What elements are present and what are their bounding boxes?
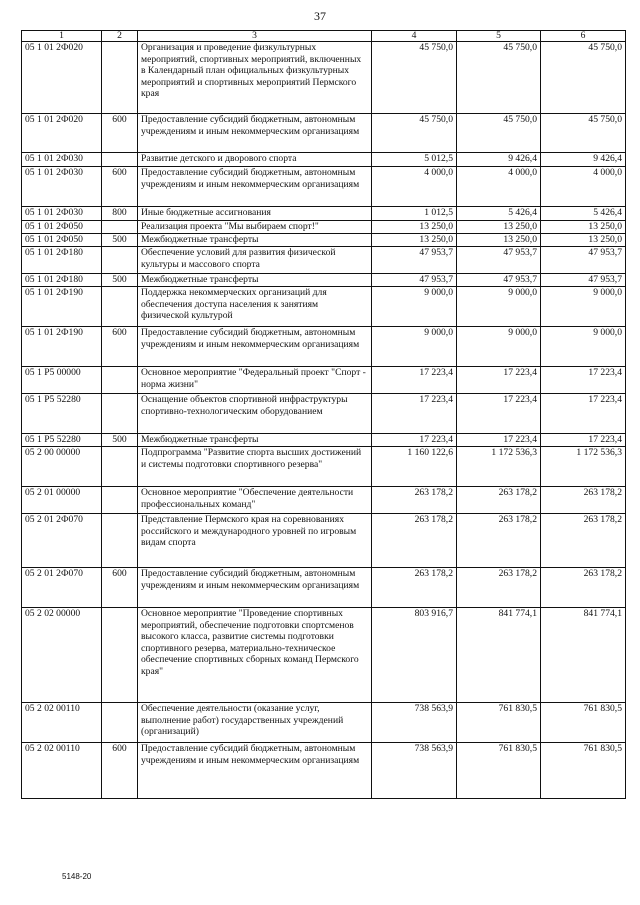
row-value-col4: 263 178,2 xyxy=(372,514,457,568)
row-value-col5: 263 178,2 xyxy=(457,568,541,608)
row-value-col6: 1 172 536,3 xyxy=(541,447,626,487)
row-value-col4: 47 953,7 xyxy=(372,247,457,274)
row-name: Предоставление субсидий бюджетным, автономным учреждениям и иным некоммерческим организациям xyxy=(138,114,372,153)
row-value-col6: 263 178,2 xyxy=(541,568,626,608)
row-value-col5: 17 223,4 xyxy=(457,394,541,434)
row-code: 05 2 01 00000 xyxy=(22,487,102,514)
row-value-col6: 45 750,0 xyxy=(541,114,626,153)
row-name: Поддержка некоммерческих организаций для обеспечения доступа населения к занятиям физической культурой xyxy=(138,287,372,327)
row-value-col4: 1 160 122,6 xyxy=(372,447,457,487)
row-value-col5: 47 953,7 xyxy=(457,274,541,287)
table-row xyxy=(22,234,626,247)
row-value-col4: 17 223,4 xyxy=(372,367,457,394)
row-name: Подпрограмма "Развитие спорта высших достижений и системы подготовки спортивного резерва" xyxy=(138,447,372,487)
row-value-col4: 9 000,0 xyxy=(372,327,457,367)
row-type-code xyxy=(102,221,138,234)
row-type-code: 500 xyxy=(102,274,138,287)
row-value-col5: 761 830,5 xyxy=(457,703,541,743)
row-code: 05 2 01 2Ф070 xyxy=(22,514,102,568)
table-row xyxy=(22,743,626,799)
row-name: Представление Пермского края на соревнованиях российского и международного уровней по игровым видам спорта xyxy=(138,514,372,568)
row-type-code xyxy=(102,153,138,167)
table-body xyxy=(22,42,626,799)
table-row xyxy=(22,114,626,153)
page-number: 37 xyxy=(314,9,326,23)
row-type-code: 500 xyxy=(102,434,138,447)
row-type-code xyxy=(102,247,138,274)
row-value-col6: 841 774,1 xyxy=(541,608,626,703)
row-value-col4: 738 563,9 xyxy=(372,703,457,743)
row-value-col6: 9 000,0 xyxy=(541,287,626,327)
row-code: 05 1 P5 00000 xyxy=(22,367,102,394)
row-code: 05 1 01 2Ф050 xyxy=(22,221,102,234)
row-value-col5: 13 250,0 xyxy=(457,234,541,247)
row-code: 05 2 02 00000 xyxy=(22,608,102,703)
row-value-col4: 803 916,7 xyxy=(372,608,457,703)
row-code: 05 1 01 2Ф030 xyxy=(22,153,102,167)
table-row xyxy=(22,434,626,447)
row-value-col5: 47 953,7 xyxy=(457,247,541,274)
row-type-code: 600 xyxy=(102,327,138,367)
row-value-col4: 17 223,4 xyxy=(372,394,457,434)
row-value-col6: 5 426,4 xyxy=(541,207,626,221)
row-code: 05 1 P5 52280 xyxy=(22,434,102,447)
table-row xyxy=(22,608,626,703)
row-name: Предоставление субсидий бюджетным, автономным учреждениям и иным некоммерческим организациям xyxy=(138,327,372,367)
row-value-col5: 1 172 536,3 xyxy=(457,447,541,487)
row-value-col6: 263 178,2 xyxy=(541,514,626,568)
row-type-code xyxy=(102,608,138,703)
row-value-col6: 17 223,4 xyxy=(541,367,626,394)
row-name: Обеспечение деятельности (оказание услуг, выполнение работ) государственных учреждений (организаций) xyxy=(138,703,372,743)
row-value-col4: 738 563,9 xyxy=(372,743,457,799)
table-row xyxy=(22,568,626,608)
row-value-col4: 263 178,2 xyxy=(372,487,457,514)
row-code: 05 2 02 00110 xyxy=(22,703,102,743)
table-row xyxy=(22,42,626,114)
column-header: 6 xyxy=(541,31,626,42)
table-row xyxy=(22,153,626,167)
row-value-col5: 4 000,0 xyxy=(457,167,541,207)
table-row xyxy=(22,287,626,327)
row-type-code xyxy=(102,703,138,743)
row-value-col4: 263 178,2 xyxy=(372,568,457,608)
row-value-col6: 13 250,0 xyxy=(541,234,626,247)
row-type-code xyxy=(102,514,138,568)
table-row xyxy=(22,447,626,487)
row-value-col4: 5 012,5 xyxy=(372,153,457,167)
row-value-col6: 9 000,0 xyxy=(541,327,626,367)
row-value-col5: 45 750,0 xyxy=(457,42,541,114)
row-code: 05 1 01 2Ф190 xyxy=(22,287,102,327)
row-code: 05 1 01 2Ф190 xyxy=(22,327,102,367)
row-type-code xyxy=(102,287,138,327)
row-value-col5: 9 000,0 xyxy=(457,287,541,327)
row-name: Предоставление субсидий бюджетным, автономным учреждениям и иным некоммерческим организациям xyxy=(138,568,372,608)
column-header: 1 xyxy=(22,31,102,42)
table-row xyxy=(22,221,626,234)
row-value-col4: 45 750,0 xyxy=(372,42,457,114)
table-row xyxy=(22,514,626,568)
table-row xyxy=(22,247,626,274)
row-value-col6: 17 223,4 xyxy=(541,434,626,447)
row-code: 05 1 01 2Ф030 xyxy=(22,167,102,207)
row-code: 05 1 01 2Ф020 xyxy=(22,42,102,114)
row-code: 05 1 01 2Ф030 xyxy=(22,207,102,221)
table-row xyxy=(22,367,626,394)
row-value-col5: 841 774,1 xyxy=(457,608,541,703)
row-name: Основное мероприятие "Проведение спортивных мероприятий, обеспечение подготовки спортсменов высокого класса, развитие системы подготовки спортивного резерва, материально-техническое обеспечение спортивных сборных команд Пермского края" xyxy=(138,608,372,703)
row-code: 05 2 02 00110 xyxy=(22,743,102,799)
table-row xyxy=(22,487,626,514)
row-value-col6: 9 426,4 xyxy=(541,153,626,167)
row-code: 05 2 01 2Ф070 xyxy=(22,568,102,608)
row-code: 05 1 01 2Ф180 xyxy=(22,274,102,287)
table-row xyxy=(22,274,626,287)
row-value-col5: 9 000,0 xyxy=(457,327,541,367)
row-name: Обеспечение условий для развития физической культуры и массового спорта xyxy=(138,247,372,274)
row-name: Предоставление субсидий бюджетным, автономным учреждениям и иным некоммерческим организациям xyxy=(138,743,372,799)
column-header: 4 xyxy=(372,31,457,42)
column-header: 3 xyxy=(138,31,372,42)
table-row xyxy=(22,327,626,367)
row-value-col5: 9 426,4 xyxy=(457,153,541,167)
row-value-col5: 263 178,2 xyxy=(457,514,541,568)
row-value-col4: 47 953,7 xyxy=(372,274,457,287)
row-value-col6: 761 830,5 xyxy=(541,703,626,743)
column-header: 5 xyxy=(457,31,541,42)
row-name: Основное мероприятие "Федеральный проект "Спорт - норма жизни" xyxy=(138,367,372,394)
table-row xyxy=(22,167,626,207)
row-type-code xyxy=(102,487,138,514)
row-type-code xyxy=(102,42,138,114)
row-value-col5: 13 250,0 xyxy=(457,221,541,234)
row-value-col6: 47 953,7 xyxy=(541,274,626,287)
row-value-col5: 45 750,0 xyxy=(457,114,541,153)
row-name: Реализация проекта "Мы выбираем спорт!" xyxy=(138,221,372,234)
row-value-col4: 9 000,0 xyxy=(372,287,457,327)
row-name: Предоставление субсидий бюджетным, автономным учреждениям и иным некоммерческим организациям xyxy=(138,167,372,207)
row-name: Межбюджетные трансферты xyxy=(138,274,372,287)
table-row xyxy=(22,207,626,221)
row-value-col5: 5 426,4 xyxy=(457,207,541,221)
row-value-col6: 13 250,0 xyxy=(541,221,626,234)
table-row xyxy=(22,703,626,743)
row-name: Организация и проведение физкультурных мероприятий, спортивных мероприятий, включенных в Календарный план официальных физкультурных мероприятий и спортивных мероприятий Пермского края xyxy=(138,42,372,114)
row-value-col5: 17 223,4 xyxy=(457,367,541,394)
row-name: Иные бюджетные ассигнования xyxy=(138,207,372,221)
table-row xyxy=(22,394,626,434)
row-type-code xyxy=(102,367,138,394)
row-code: 05 1 01 2Ф020 xyxy=(22,114,102,153)
row-value-col6: 45 750,0 xyxy=(541,42,626,114)
row-value-col6: 4 000,0 xyxy=(541,167,626,207)
row-type-code: 600 xyxy=(102,114,138,153)
row-value-col4: 13 250,0 xyxy=(372,234,457,247)
row-value-col5: 761 830,5 xyxy=(457,743,541,799)
column-header: 2 xyxy=(102,31,138,42)
row-value-col4: 4 000,0 xyxy=(372,167,457,207)
row-value-col6: 47 953,7 xyxy=(541,247,626,274)
row-type-code: 600 xyxy=(102,167,138,207)
row-code: 05 2 00 00000 xyxy=(22,447,102,487)
row-value-col4: 45 750,0 xyxy=(372,114,457,153)
row-type-code xyxy=(102,447,138,487)
row-value-col5: 17 223,4 xyxy=(457,434,541,447)
row-name: Развитие детского и дворового спорта xyxy=(138,153,372,167)
row-value-col4: 1 012,5 xyxy=(372,207,457,221)
row-type-code: 800 xyxy=(102,207,138,221)
row-value-col6: 761 830,5 xyxy=(541,743,626,799)
budget-table xyxy=(21,30,626,799)
row-type-code: 600 xyxy=(102,568,138,608)
row-name: Межбюджетные трансферты xyxy=(138,234,372,247)
row-code: 05 1 01 2Ф050 xyxy=(22,234,102,247)
row-type-code: 600 xyxy=(102,743,138,799)
row-name: Основное мероприятие "Обеспечение деятельности профессиональных команд" xyxy=(138,487,372,514)
footer-code: 5148-20 xyxy=(62,872,92,881)
row-type-code: 500 xyxy=(102,234,138,247)
row-value-col5: 263 178,2 xyxy=(457,487,541,514)
row-value-col6: 17 223,4 xyxy=(541,394,626,434)
row-value-col6: 263 178,2 xyxy=(541,487,626,514)
row-type-code xyxy=(102,394,138,434)
header-row xyxy=(22,31,626,42)
row-value-col4: 17 223,4 xyxy=(372,434,457,447)
row-name: Межбюджетные трансферты xyxy=(138,434,372,447)
row-code: 05 1 P5 52280 xyxy=(22,394,102,434)
row-code: 05 1 01 2Ф180 xyxy=(22,247,102,274)
row-value-col4: 13 250,0 xyxy=(372,221,457,234)
row-name: Оснащение объектов спортивной инфраструктуры спортивно-технологическим оборудованием xyxy=(138,394,372,434)
